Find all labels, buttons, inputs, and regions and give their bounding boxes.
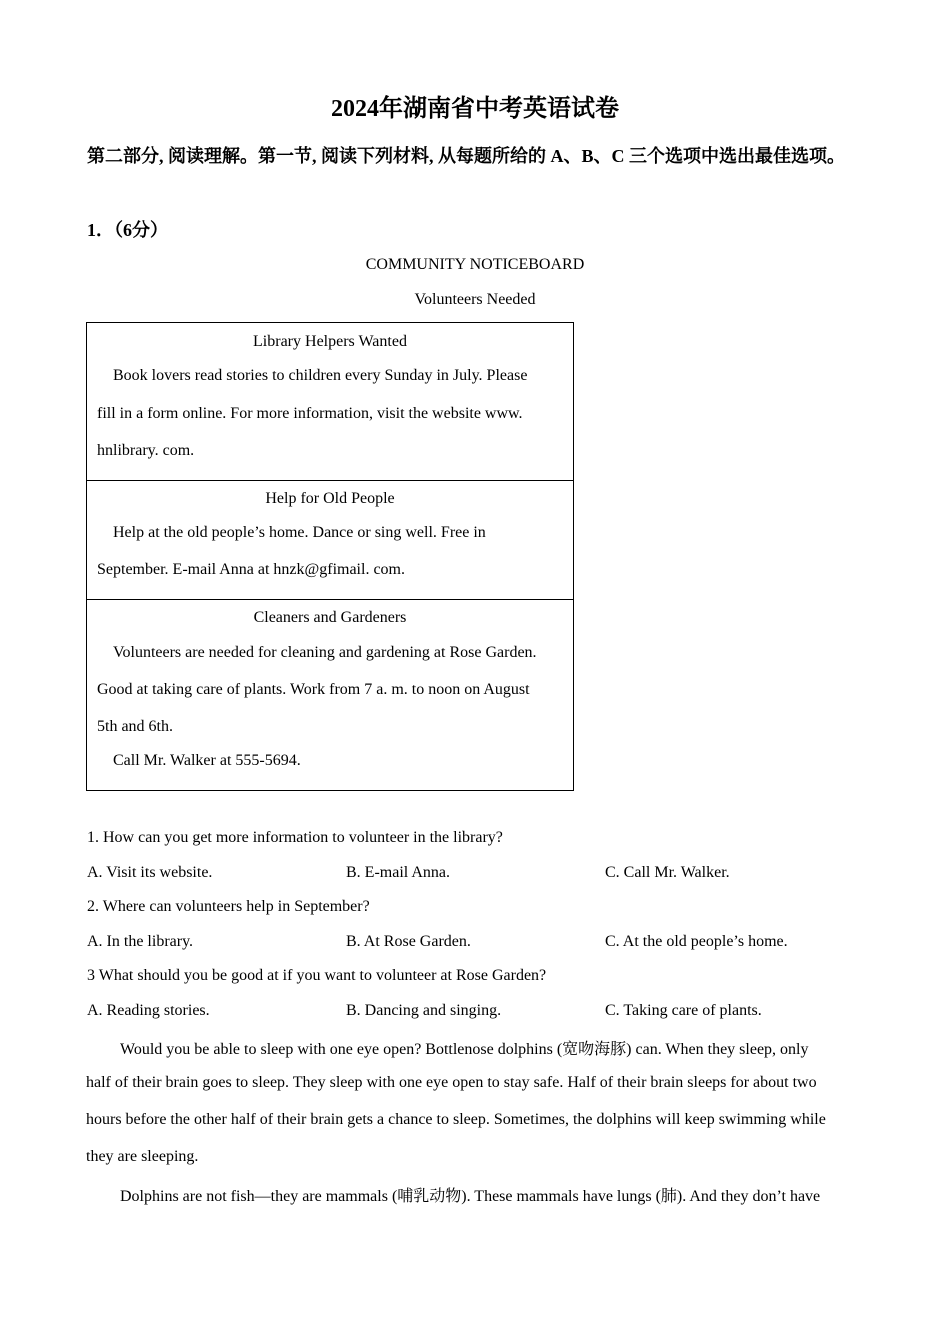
notice-item-line: 5th and 6th. bbox=[97, 718, 173, 735]
option-a: A. Visit its website. bbox=[87, 864, 213, 881]
option-a: A. Reading stories. bbox=[87, 1002, 210, 1019]
notice-item-library bbox=[87, 323, 573, 481]
notice-item-line: Volunteers are needed for cleaning and gardening at Rose Garden. bbox=[113, 644, 537, 661]
option-c: C. Taking care of plants. bbox=[605, 1002, 762, 1019]
notice-item-line: Call Mr. Walker at 555-5694. bbox=[113, 752, 301, 769]
notice-item-line: September. E-mail Anna at hnzk@gfimail. com. bbox=[97, 561, 405, 578]
option-b: B. At Rose Garden. bbox=[346, 933, 471, 950]
notice-item-title: Cleaners and Gardeners bbox=[253, 609, 407, 626]
option-c: C. Call Mr. Walker. bbox=[605, 864, 730, 881]
question-stem: 2. Where can volunteers help in September? bbox=[87, 898, 370, 915]
notice-item-line: Good at taking care of plants. Work from 7 a. m. to noon on August bbox=[97, 681, 530, 698]
passage-line: Would you be able to sleep with one eye open? Bottlenose dolphins (宽吻海豚) can. When they sleep, only bbox=[120, 1041, 809, 1058]
notice-item-old-people bbox=[87, 481, 573, 600]
question-stem: 3 What should you be good at if you want to volunteer at Rose Garden? bbox=[87, 967, 547, 984]
option-a: A. In the library. bbox=[87, 933, 194, 950]
passage-line: hours before the other half of their brain gets a chance to sleep. Sometimes, the dolphins will keep swimming while bbox=[86, 1111, 826, 1128]
page-title: 2024年湖南省中考英语试卷 bbox=[331, 96, 619, 122]
notice-subheading: Volunteers Needed bbox=[414, 291, 536, 308]
option-c: C. At the old people’s home. bbox=[605, 933, 788, 950]
option-b: B. Dancing and singing. bbox=[346, 1002, 502, 1019]
notice-item-title: Library Helpers Wanted bbox=[253, 333, 407, 350]
notice-table bbox=[86, 322, 574, 791]
section-instruction: 第二部分, 阅读理解。第一节, 阅读下列材料, 从每题所给的 A、B、C 三个选项中选出最佳选项。 bbox=[87, 146, 845, 166]
notice-item-gardeners bbox=[87, 600, 573, 790]
passage-line: half of their brain goes to sleep. They sleep with one eye open to stay safe. Half of their brain sleeps for about two bbox=[86, 1074, 817, 1091]
notice-item-line: hnlibrary. com. bbox=[97, 442, 195, 459]
question-header: 1．（6分） bbox=[87, 220, 168, 240]
notice-heading: COMMUNITY NOTICEBOARD bbox=[365, 256, 585, 273]
question-stem: 1. How can you get more information to volunteer in the library? bbox=[87, 829, 503, 846]
passage-line: they are sleeping. bbox=[86, 1148, 199, 1165]
notice-item-line: fill in a form online. For more information, visit the website www. bbox=[97, 405, 523, 422]
notice-item-title: Help for Old People bbox=[265, 490, 395, 507]
notice-item-line: Help at the old people’s home. Dance or sing well. Free in bbox=[113, 524, 486, 541]
option-b: B. E-mail Anna. bbox=[346, 864, 450, 881]
passage-line: Dolphins are not fish—they are mammals (哺乳动物). These mammals have lungs (肺). And they don’t have bbox=[120, 1188, 821, 1205]
notice-item-line: Book lovers read stories to children every Sunday in July. Please bbox=[113, 367, 528, 384]
